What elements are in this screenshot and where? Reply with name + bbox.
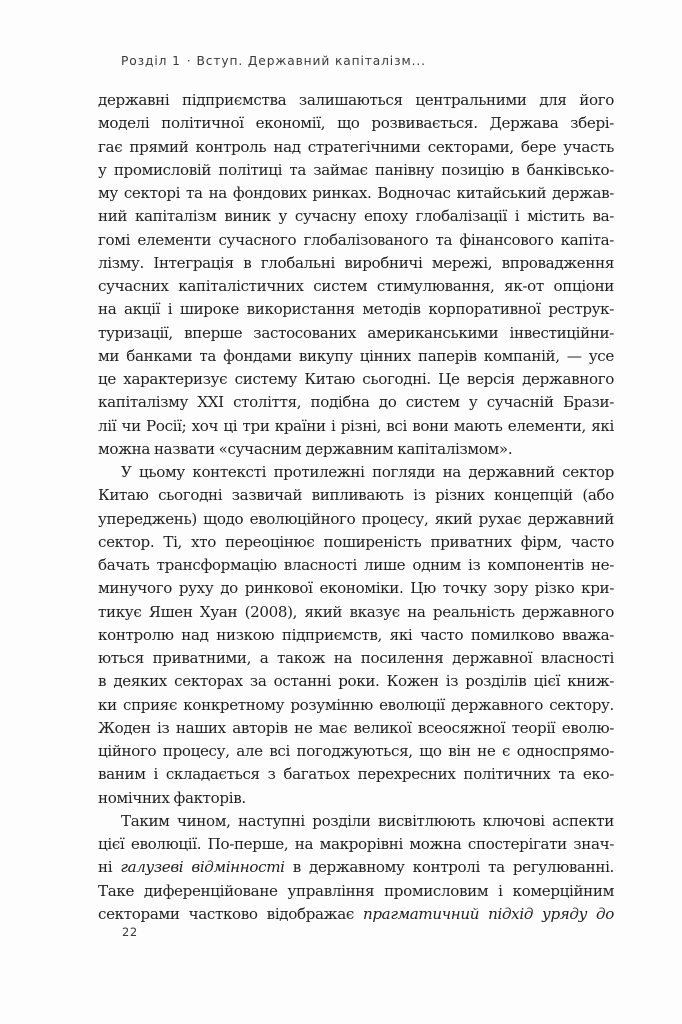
text-line: лізму. Інтеграція в глобальні виробничі мережі, впровадження	[98, 253, 614, 272]
text-line: тикує Яшен Хуан (2008), який вказує на реальність державного	[98, 602, 614, 621]
text-line: в деяких секторах за останні роки. Кожен із розділів цієї книж-	[98, 672, 614, 691]
body-text	[98, 89, 614, 926]
text-line: номічних факторів.	[98, 788, 246, 807]
text-line: моделі політичної економії, що розвивається. Держава збері-	[98, 114, 614, 133]
text-line: Таким чином, наступні розділи висвітлюють ключові аспекти	[121, 811, 614, 830]
text-line: контролю над низкою підприємств, які часто помилково вважа-	[98, 625, 614, 644]
text-line: Китаю сьогодні зазвичай випливають із різних концепцій (або	[98, 486, 614, 505]
text-line: лії чи Росії; хоч ці три країни і різні, всі вони мають елементи, які	[98, 416, 614, 435]
text-line: ційного процесу, але всі погоджуються, що він не є односпрямо-	[98, 742, 614, 760]
page-number: 22	[122, 925, 138, 939]
text-line: му секторі та на фондових ринках. Водночас китайський держав-	[98, 184, 614, 202]
text-line: ються приватними, а також на посилення державної власності	[98, 649, 614, 667]
italic-emphasis: прагматичний підхід уряду до	[362, 904, 614, 923]
text-line: туризації, вперше застосованих американськими інвестиційни-	[98, 323, 614, 342]
text-line: минучого руху до ринкової економіки. Цю точку зору різко кри-	[98, 579, 614, 598]
text-line: У цьому контексті протилежні погляди на державний сектор	[121, 463, 614, 481]
text-line: можна назвати «сучасним державним капіталізмом».	[98, 439, 513, 458]
text-line: ки сприяє конкретному розумінню еволюції державного сектору.	[98, 695, 614, 714]
text-line: Жоден із наших авторів не має великої всеосяжної теорії еволю-	[98, 718, 614, 737]
text-line: ваним і складається з багатьох перехресних політичних та еко-	[98, 765, 614, 784]
text-line: сектор. Ті, хто переоцінює поширеність приватних фірм, часто	[98, 532, 614, 551]
text-line: на акції і широке використання методів корпоративної реструк-	[98, 300, 614, 319]
text-line: упереджень) щодо еволюційного процесу, який рухає державний	[98, 509, 614, 528]
text-line: у промисловій політиці та займає панівну позицію в банківсько-	[98, 160, 614, 179]
running-head-title: Вступ. Державний капіталізм...	[196, 54, 426, 68]
text-line: секторами частково відображає прагматичний підхід уряду до	[98, 904, 614, 923]
text-line: ний капіталізм виник у сучасну епоху глобалізації і містить ва-	[98, 207, 614, 226]
text-line: державні підприємства залишаються центральними для його	[98, 91, 614, 109]
text-line: гомі елементи сучасного глобалізованого та фінансового капіта-	[98, 230, 614, 249]
text-line: ні галузеві відмінності в державному контролі та регулюванні.	[98, 858, 615, 877]
paragraph-lines	[98, 89, 614, 856]
text-line: сучасних капіталістичних систем стимулювання, як-от опціони	[98, 277, 614, 295]
running-head-chapter: Розділ 1	[121, 54, 181, 68]
running-head	[121, 54, 426, 68]
text-line: ми банками та фондами викупу цінних паперів компаній, — усе	[98, 346, 614, 365]
text-line: бачать трансформацію власності лише одним із компонентів не-	[98, 556, 614, 574]
running-head-separator: ·	[186, 54, 192, 68]
italic-emphasis: галузеві відмінності	[120, 858, 285, 877]
text-line: цієї еволюції. По-перше, на макрорівні можна спостерігати знач-	[98, 835, 614, 853]
text-line: Таке диференційоване управління промисловим і комерційним	[98, 881, 614, 900]
text-line: гає прямий контроль над стратегічними секторами, бере участь	[98, 137, 614, 156]
text-line: капіталізму XXI століття, подібна до систем у сучасній Брази-	[98, 393, 614, 412]
text-line: це характеризує систему Китаю сьогодні. Це версія державного	[98, 370, 614, 388]
